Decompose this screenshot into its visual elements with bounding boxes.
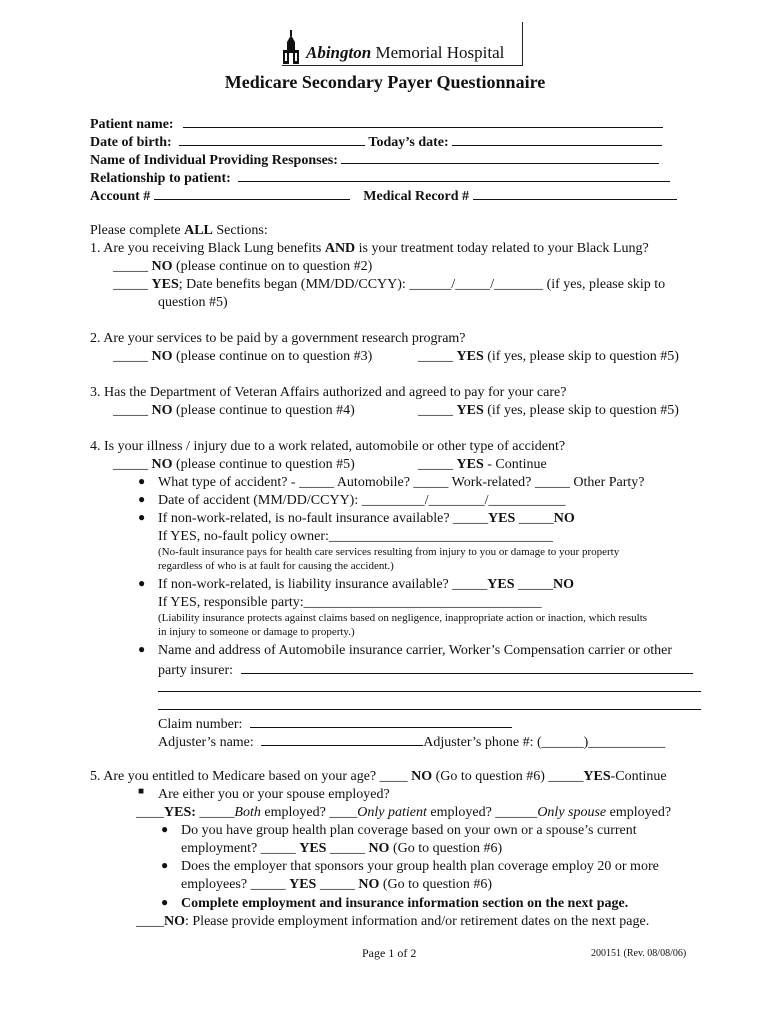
q5-both: Both: [234, 805, 261, 820]
q3-no-label: NO: [151, 403, 173, 418]
dob-row: [90, 132, 662, 152]
q4-insurer-field-3[interactable]: [158, 696, 701, 710]
bullet-icon: ●: [138, 492, 146, 506]
medical-record-field[interactable]: [473, 186, 677, 200]
intro-pre: Please complete: [90, 223, 185, 238]
q4-adjuster-phone[interactable]: Adjuster’s phone #: (______)___________: [423, 735, 666, 750]
q4-insurer-row: [158, 660, 693, 680]
q5-no-line-text: : Please provide employment information and/or retirement dates on the next page.: [185, 914, 650, 929]
q4-adjuster-label: Adjuster’s name:: [158, 735, 254, 750]
intro-post: Sections:: [212, 223, 268, 238]
account-label: Account #: [90, 189, 151, 204]
intro-line: [90, 222, 268, 240]
q4-adjuster-field[interactable]: [261, 732, 423, 746]
q5-only-patient: Only patient: [357, 805, 427, 820]
q5-ghp-yes[interactable]: YES: [299, 841, 327, 856]
bullet-icon: ●: [138, 474, 146, 488]
q4-insurer-line-2: [158, 678, 701, 698]
q4-nofault-row[interactable]: [158, 510, 575, 528]
q5-employer-question: Does the employer that sponsors your group health plan coverage employ 20 or more: [181, 859, 659, 874]
bullet-icon: ●: [161, 822, 169, 836]
q5-text: [90, 768, 667, 786]
q2-no-option[interactable]: [113, 348, 372, 366]
q2-no-label: NO: [151, 349, 173, 364]
relationship-label: Relationship to patient:: [90, 171, 231, 186]
bullet-icon: ●: [161, 858, 169, 872]
account-row: [90, 186, 677, 206]
q5-ghp-post: (Go to question #6): [389, 841, 503, 856]
q4-nofault-yes[interactable]: YES: [488, 511, 516, 526]
patient-name-field[interactable]: [183, 114, 663, 128]
q4-liability-no[interactable]: NO: [553, 577, 575, 592]
q5-only-patient-text: employed? ______: [426, 805, 538, 820]
q5-employer-mid: _____: [316, 877, 359, 892]
q5-ghp-answer[interactable]: [181, 840, 502, 858]
today-label: Today’s date:: [368, 135, 449, 150]
q4-responsible-party[interactable]: If YES, responsible party:__________________________________: [158, 595, 542, 610]
q5-yes-label[interactable]: YES: [583, 769, 611, 784]
q5-complete-instruction: Complete employment and insurance information section on the next page.: [181, 896, 629, 911]
q4-adjuster-row: [158, 732, 665, 752]
hospital-name-rest: Memorial Hospital: [375, 43, 505, 62]
relationship-row: [90, 168, 670, 188]
q1-no-text: (please continue on to question #2): [172, 259, 373, 274]
q4-claim-field[interactable]: [250, 714, 512, 728]
q4-insurer-field-2[interactable]: [158, 678, 701, 692]
provider-label: Name of Individual Providing Responses:: [90, 153, 338, 168]
q5-employed-question: Are either you or your spouse employed?: [158, 787, 390, 802]
q5-yes-line-label: YES:: [164, 805, 196, 820]
q4-claim-row: [158, 714, 512, 734]
q4-liability-row[interactable]: [158, 576, 574, 594]
q1-no-blank[interactable]: _____: [113, 259, 152, 274]
q5-yes-line-blank[interactable]: ____: [136, 805, 164, 820]
hospital-logo: [282, 26, 504, 66]
logo-vertical-rule: [522, 22, 523, 66]
q3-no-text: (please continue to question #4): [172, 403, 355, 418]
hospital-building-icon: [282, 30, 300, 66]
q1-yes-text: ; Date benefits began (MM/DD/CCYY): ______/_____/_______ (if yes, please skip to: [178, 277, 666, 292]
provider-field[interactable]: [341, 150, 659, 164]
q5-employer-answer[interactable]: [181, 876, 492, 894]
bullet-icon: ●: [138, 510, 146, 524]
q5-only-spouse: Only spouse: [537, 805, 607, 820]
q2-yes-option[interactable]: [418, 348, 679, 366]
account-field[interactable]: [154, 186, 350, 200]
q4-no-text: (please continue to question #5): [172, 457, 355, 472]
q4-yes-blank[interactable]: _____: [418, 457, 457, 472]
q2-yes-text: (if yes, please skip to question #5): [483, 349, 679, 364]
q5-both-blank[interactable]: _____: [195, 805, 235, 820]
q5-ghp-question: Do you have group health plan coverage based on your own or a spouse’s current: [181, 823, 637, 838]
q4-liability-text: If non-work-related, is liability insurance available? _____: [158, 577, 488, 592]
q2-no-blank[interactable]: _____: [113, 349, 152, 364]
dob-field[interactable]: [179, 132, 365, 146]
square-bullet-icon: ■: [138, 786, 145, 797]
q2-text: 2. Are your services to be paid by a government research program?: [90, 331, 466, 346]
q2-yes-blank[interactable]: _____: [418, 349, 457, 364]
q1-yes-blank[interactable]: _____: [113, 277, 152, 292]
q5-no-label[interactable]: NO: [411, 769, 433, 784]
bullet-icon: ●: [138, 576, 146, 590]
q1-no-option[interactable]: [113, 258, 372, 276]
q5-employer-yes[interactable]: YES: [289, 877, 317, 892]
today-field[interactable]: [452, 132, 662, 146]
q4-yes-label: YES: [456, 457, 484, 472]
patient-name-label: Patient name:: [90, 117, 174, 132]
q4-insurer-label-1: Name and address of Automobile insurance carrier, Worker’s Compensation carrier or other: [158, 643, 673, 658]
q3-yes-blank[interactable]: _____: [418, 403, 457, 418]
q5-ghp-mid: _____: [326, 841, 369, 856]
q1-text-b: is your treatment today related to your Black Lung?: [355, 241, 649, 256]
q5-yes-text: -Continue: [610, 769, 667, 784]
logo-baseline-rule: [282, 65, 523, 66]
q3-text: 3. Has the Department of Veteran Affairs authorized and agreed to pay for your care?: [90, 385, 567, 400]
q5-employer-no[interactable]: NO: [358, 877, 380, 892]
q2-no-text: (please continue on to question #3): [172, 349, 373, 364]
q4-nofault-note-2: regardless of who is at fault for causing the accident.): [158, 560, 394, 572]
q1-yes-option[interactable]: [113, 276, 665, 294]
hospital-name: [306, 43, 504, 66]
q4-yes-text: - Continue: [483, 457, 547, 472]
q4-yes-option[interactable]: [418, 456, 547, 474]
q5-employer-pre: employees? _____: [181, 877, 290, 892]
patient-name-row: [90, 114, 663, 134]
q5-no-text: (Go to question #6) _____: [432, 769, 584, 784]
q5-yes-employed-row[interactable]: [136, 804, 671, 822]
q4-insurer-field-1[interactable]: [241, 660, 693, 674]
q5-no-employed-row[interactable]: [136, 913, 649, 931]
q5-ghp-no[interactable]: NO: [368, 841, 390, 856]
q3-yes-option[interactable]: [418, 402, 679, 420]
q4-no-option[interactable]: [113, 456, 355, 474]
q1-yes-text-cont: question #5): [158, 295, 228, 310]
q5-text-main: 5. Are you entitled to Medicare based on your age? ____: [90, 769, 412, 784]
medical-record-label: Medical Record #: [363, 189, 470, 204]
bullet-icon: ●: [161, 895, 169, 909]
hospital-brand: Abington: [306, 43, 372, 62]
q1-text-a: 1. Are you receiving Black Lung benefits: [90, 241, 325, 256]
q5-ghp-pre: employment? _____: [181, 841, 300, 856]
q4-liability-mid: _____: [514, 577, 554, 592]
q4-insurer-line-3: [158, 696, 701, 716]
q4-nofault-no[interactable]: NO: [553, 511, 575, 526]
q3-no-blank[interactable]: _____: [113, 403, 152, 418]
q5-employer-post: (Go to question #6): [379, 877, 493, 892]
q5-both-text: employed? ____: [260, 805, 358, 820]
q4-liability-note-1: (Liability insurance protects against claims based on negligence, inappropriate action or inaction, which results: [158, 612, 648, 624]
q4-nofault-owner[interactable]: If YES, no-fault policy owner:________________________________: [158, 529, 553, 544]
q4-liability-note-2: in injury to someone or damage to property.): [158, 626, 355, 638]
q4-insurer-label-2: party insurer:: [158, 663, 234, 678]
form-title: Medicare Secondary Payer Questionnaire: [224, 72, 546, 92]
q3-no-option[interactable]: [113, 402, 355, 420]
page-number: Page 1 of 2: [362, 946, 417, 960]
q4-text: 4. Is your illness / injury due to a work related, automobile or other type of accident?: [90, 439, 566, 454]
q4-nofault-note-1: (No-fault insurance pays for health care services resulting from injury to you or damage to your property: [158, 546, 620, 558]
q3-yes-label: YES: [456, 403, 484, 418]
q2-yes-label: YES: [456, 349, 484, 364]
q3-yes-text: (if yes, please skip to question #5): [483, 403, 679, 418]
intro-all: ALL: [184, 223, 213, 238]
q5-no-line-label: NO: [164, 914, 185, 929]
q4-nofault-text: If non-work-related, is no-fault insurance available? _____: [158, 511, 489, 526]
bullet-icon: ●: [138, 642, 146, 656]
q4-nofault-mid: _____: [515, 511, 554, 526]
q5-no-line-blank[interactable]: ____: [136, 914, 164, 929]
q1-no-label: NO: [151, 259, 173, 274]
relationship-field[interactable]: [238, 168, 670, 182]
q4-liability-yes[interactable]: YES: [487, 577, 515, 592]
q4-accident-type[interactable]: What type of accident? - _____ Automobile? _____ Work-related? _____ Other Party?: [158, 475, 645, 490]
q1-text: [90, 240, 649, 258]
q4-claim-label: Claim number:: [158, 717, 243, 732]
dob-label: Date of birth:: [90, 135, 172, 150]
q4-no-label: NO: [151, 457, 173, 472]
q1-yes-label: YES: [151, 277, 179, 292]
q4-no-blank[interactable]: _____: [113, 457, 152, 472]
q5-only-spouse-text: employed?: [606, 805, 672, 820]
provider-row: [90, 150, 659, 170]
q4-accident-date[interactable]: Date of accident (MM/DD/CCYY): _________/________/___________: [158, 493, 566, 508]
form-revision: 200151 (Rev. 08/08/06): [591, 948, 687, 959]
q1-and: AND: [324, 241, 356, 256]
